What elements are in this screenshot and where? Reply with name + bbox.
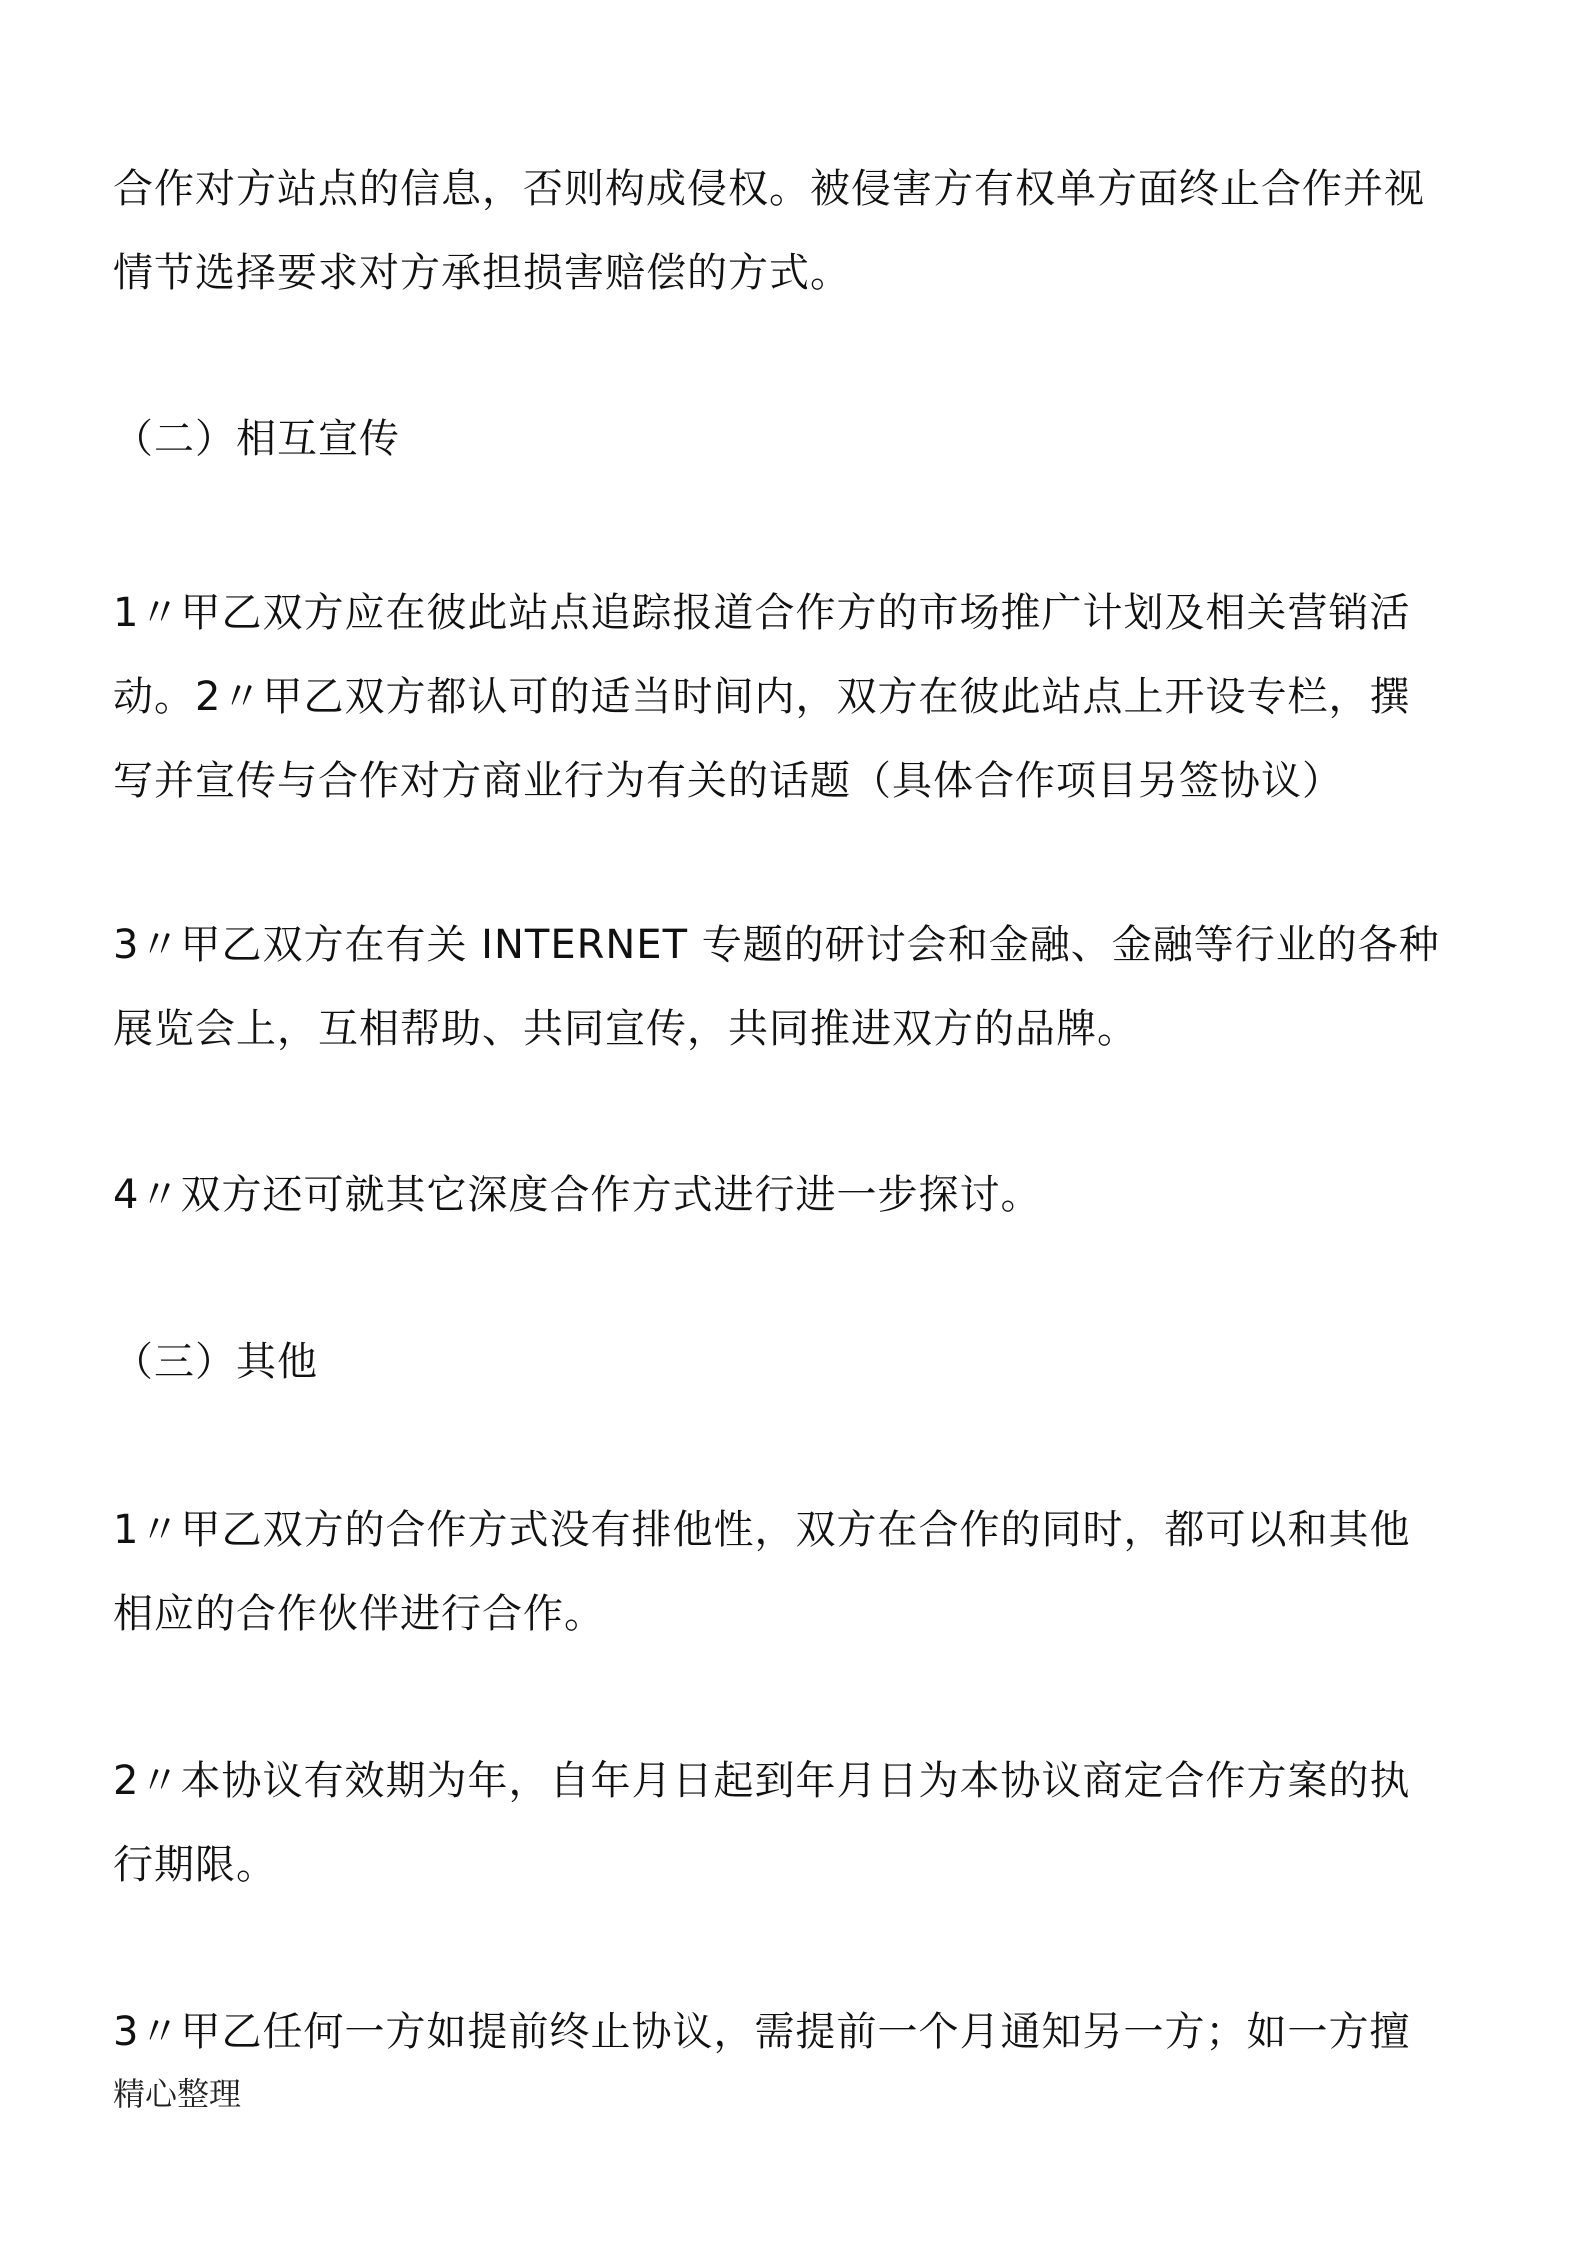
text-line: 合作对方站点的信息，否则构成侵权。被侵害方有权单方面终止合作并视	[113, 166, 1425, 212]
footer-note: 精心整理	[113, 2075, 242, 2113]
section-heading-mutual-promotion	[113, 397, 1493, 481]
text-line: 情节选择要求对方承担损害赔偿的方式。	[113, 250, 851, 296]
text-line: 1〃甲乙双方应在彼此站点追踪报道合作方的市场推广计划及相关营销活	[113, 590, 1411, 636]
text-line: 展览会上，互相帮助、共同宣传，共同推进双方的品牌。	[113, 1006, 1138, 1052]
heading-text: （三）其他	[113, 1339, 318, 1385]
paragraph-promotion-1-2	[113, 571, 1493, 823]
heading-text: （二）相互宣传	[113, 416, 400, 462]
paragraph-other-3	[113, 1990, 1493, 2074]
paragraph-infringement	[113, 147, 1493, 315]
section-heading-other	[113, 1320, 1493, 1404]
paragraph-other-1	[113, 1488, 1493, 1656]
paragraph-other-2	[113, 1739, 1493, 1907]
text-line: 4〃双方还可就其它深度合作方式进行进一步探讨。	[113, 1172, 1042, 1218]
text-line: 3〃甲乙双方在有关 INTERNET 专题的研讨会和金融、金融等行业的各种	[113, 922, 1440, 968]
paragraph-promotion-4	[113, 1153, 1493, 1237]
text-line: 3〃甲乙任何一方如提前终止协议，需提前一个月通知另一方；如一方擅	[113, 2009, 1411, 2055]
text-line: 2〃本协议有效期为年，自年月日起到年月日为本协议商定合作方案的执	[113, 1758, 1411, 1804]
text-line: 行期限。	[113, 1842, 277, 1888]
text-line: 写并宣传与合作对方商业行为有关的话题（具体合作项目另签协议）	[113, 758, 1343, 804]
text-line: 动。2〃甲乙双方都认可的适当时间内，双方在彼此站点上开设专栏，撰	[113, 674, 1411, 720]
paragraph-promotion-3	[113, 903, 1493, 1071]
text-line: 相应的合作伙伴进行合作。	[113, 1591, 605, 1637]
text-line: 1〃甲乙双方的合作方式没有排他性，双方在合作的同时，都可以和其他	[113, 1507, 1411, 1553]
